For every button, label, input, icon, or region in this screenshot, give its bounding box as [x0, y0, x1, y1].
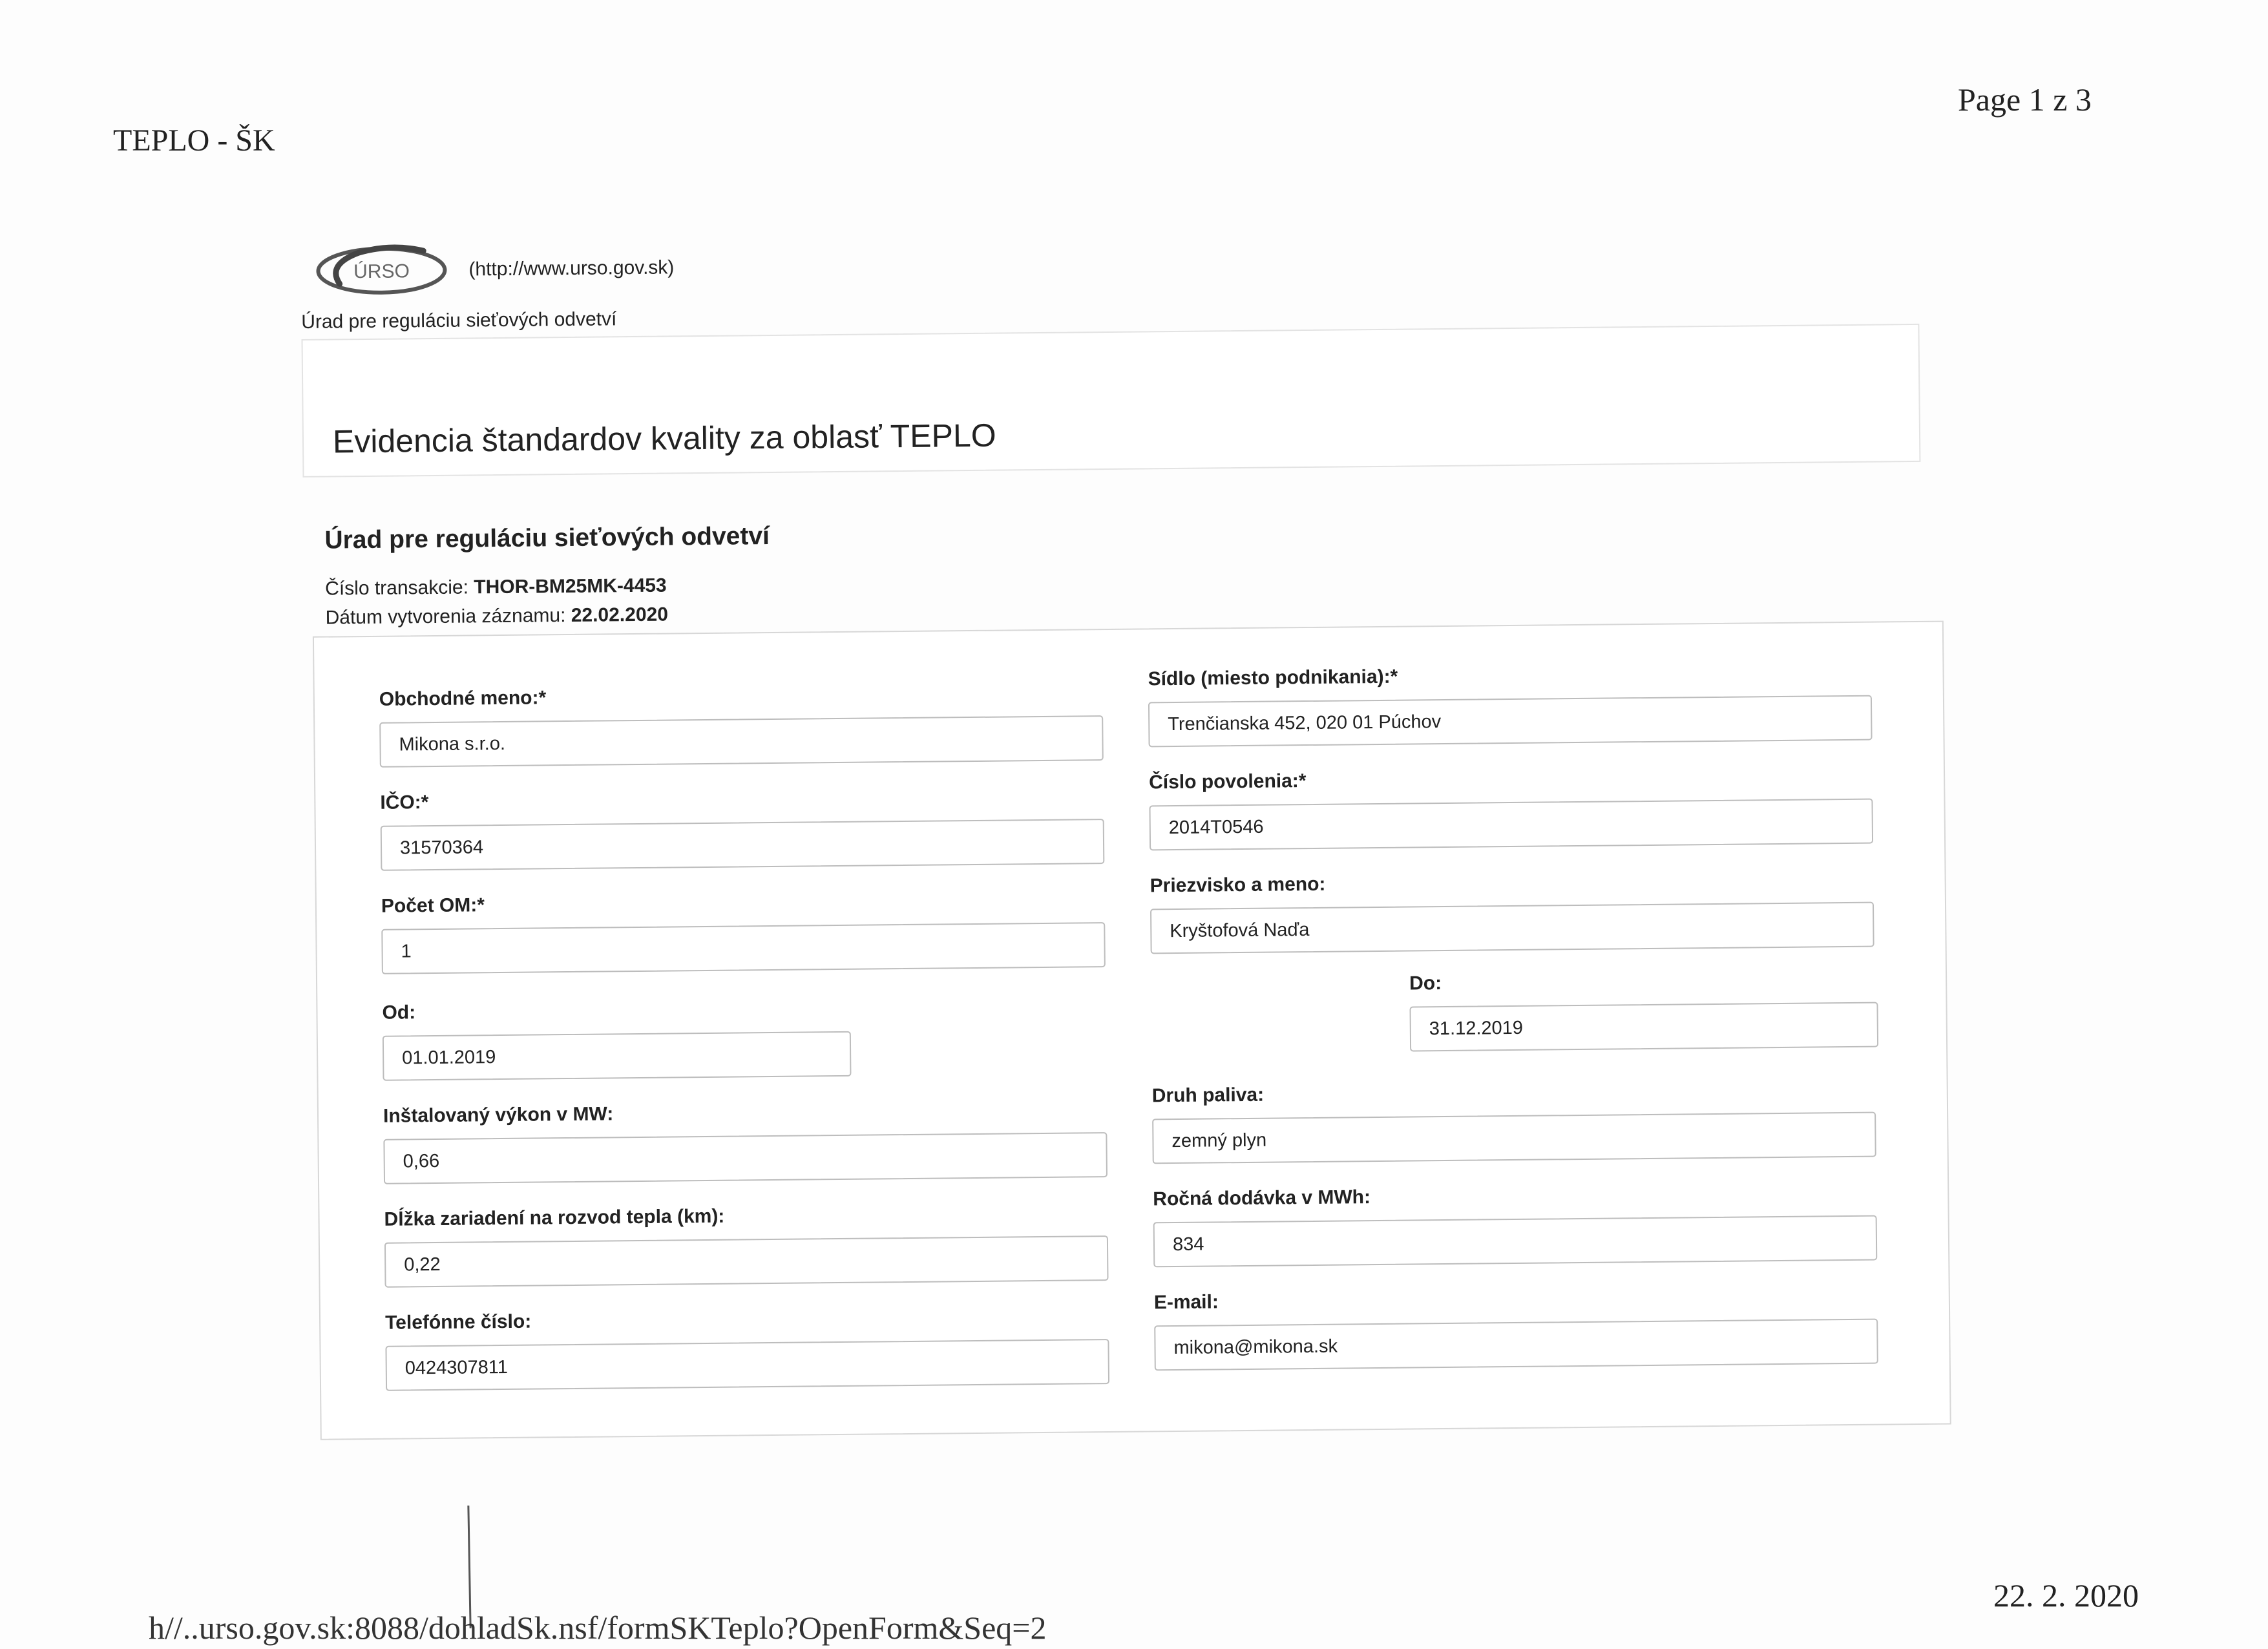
print-url: h//..urso.gov.sk:8088/dohladSk.nsf/formSKTeplo?OpenForm&Seq=2 — [149, 1610, 1047, 1646]
pocet-om-label: Počet OM:* — [381, 894, 485, 917]
field-rocna-dodavka — [1153, 1182, 1877, 1268]
field-sidlo — [1148, 662, 1872, 748]
field-do — [1409, 969, 1878, 1052]
page-title: Evidencia štandardov kvality za oblasť TEPLO — [332, 417, 996, 460]
logo-url-link[interactable]: (http://www.urso.gov.sk) — [468, 257, 675, 280]
field-priezvisko-meno — [1150, 868, 1874, 954]
field-od — [382, 998, 851, 1081]
field-dlzka-zariadeni — [384, 1202, 1108, 1288]
do-label: Do: — [1409, 972, 1442, 994]
ico-input[interactable]: 31570364 — [381, 819, 1105, 871]
field-telefon — [385, 1305, 1109, 1391]
sidlo-label: Sídlo (miesto podnikania):* — [1148, 666, 1398, 690]
print-date: 22. 2. 2020 — [1993, 1577, 2139, 1613]
pocet-om-input[interactable]: 1 — [381, 922, 1106, 974]
instalovany-vykon-input[interactable]: 0,66 — [383, 1132, 1108, 1184]
od-input[interactable]: 01.01.2019 — [383, 1031, 852, 1081]
obchodne-meno-input[interactable]: Mikona s.r.o. — [379, 715, 1104, 768]
page-number: Page 1 z 3 — [1958, 81, 2092, 118]
dlzka-zariadeni-input[interactable]: 0,22 — [384, 1235, 1109, 1288]
priezvisko-meno-input[interactable]: Kryštofová Naďa — [1150, 902, 1874, 954]
od-label: Od: — [382, 1002, 416, 1024]
instalovany-vykon-label: Inštalovaný výkon v MW: — [383, 1103, 614, 1127]
do-input[interactable]: 31.12.2019 — [1409, 1002, 1878, 1052]
transaction-number — [325, 575, 667, 600]
sidlo-input[interactable]: Trenčianska 452, 020 01 Púchov — [1148, 695, 1873, 748]
page-header-left: TEPLO - ŠK — [113, 123, 275, 158]
created-value: 22.02.2020 — [571, 604, 669, 626]
email-input[interactable]: mikona@mikona.sk — [1154, 1319, 1878, 1371]
document-body — [297, 223, 1963, 1440]
druh-paliva-input[interactable]: zemný plyn — [1152, 1112, 1876, 1164]
created-label: Dátum vytvorenia záznamu: — [325, 604, 571, 629]
cislo-povolenia-input[interactable]: 2014T0546 — [1149, 799, 1873, 851]
field-ico — [380, 785, 1104, 871]
obchodne-meno-label: Obchodné meno:* — [379, 687, 547, 710]
telefon-label: Telefónne číslo: — [384, 1310, 532, 1334]
field-email — [1154, 1285, 1878, 1371]
field-pocet-om — [381, 888, 1106, 974]
field-druh-paliva — [1152, 1078, 1876, 1164]
urso-logo — [313, 238, 450, 304]
field-cislo-povolenia — [1149, 765, 1873, 851]
urso-logo-text: ÚRSO — [353, 260, 410, 283]
email-label: E-mail: — [1153, 1291, 1219, 1314]
record-created-date — [325, 604, 668, 629]
logo-caption: Úrad pre reguláciu sieťových odvetví — [301, 308, 617, 333]
organization-name: Úrad pre reguláciu sieťových odvetví — [324, 522, 770, 554]
field-instalovany-vykon — [383, 1098, 1108, 1184]
transaction-label: Číslo transakcie: — [325, 576, 474, 600]
dlzka-zariadeni-label: Dĺžka zariadení na rozvod tepla (km): — [384, 1205, 725, 1230]
rocna-dodavka-label: Ročná dodávka v MWh: — [1153, 1186, 1371, 1210]
rocna-dodavka-input[interactable]: 834 — [1153, 1215, 1878, 1268]
form-panel — [313, 621, 1951, 1440]
title-panel — [301, 324, 1920, 478]
transaction-value: THOR-BM25MK-4453 — [474, 574, 667, 598]
telefon-input[interactable]: 0424307811 — [385, 1339, 1109, 1391]
field-obchodne-meno — [379, 682, 1104, 768]
priezvisko-meno-label: Priezvisko a meno: — [1150, 873, 1326, 897]
cislo-povolenia-label: Číslo povolenia:* — [1148, 770, 1307, 793]
druh-paliva-label: Druh paliva: — [1151, 1084, 1265, 1107]
logo-row — [313, 235, 675, 303]
ico-label: IČO:* — [380, 792, 429, 814]
